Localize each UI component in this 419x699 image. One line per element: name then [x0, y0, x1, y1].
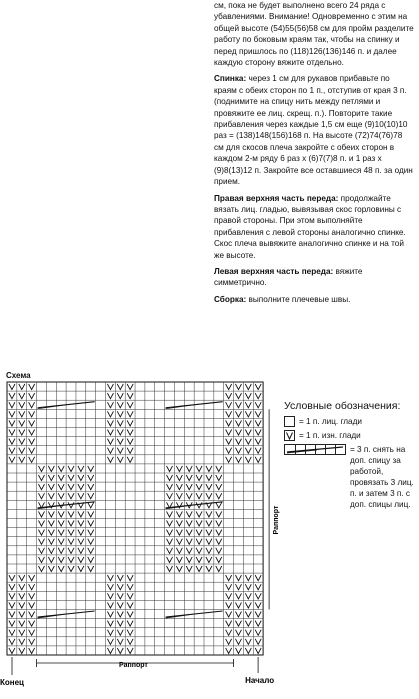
legend-item-purl: = 1 п. изн. глади	[284, 430, 418, 441]
spinka-title: Спинка:	[214, 74, 247, 84]
paragraph-assembly	[214, 294, 414, 305]
instructions-text	[214, 0, 414, 310]
chart-title: Схема	[6, 371, 31, 380]
empty-cell-icon	[284, 416, 295, 427]
left-front-title: Левая верхняя часть переда:	[214, 266, 334, 276]
rapport-right-label: Раппорт	[273, 505, 280, 535]
right-front-body: продолжайте вязать лиц. гладью, вывязывая скос горловины с правой стороны. При этом выполняйте прибавления с левой стороны аналогично спинке. Скос плеча вывяжите аналогично спинке и на той же высоте.	[214, 193, 406, 260]
cable-6-icon	[284, 444, 346, 455]
assembly-title: Сборка:	[214, 294, 247, 304]
legend-item-knit: = 1 п. лиц. глади	[284, 416, 418, 427]
paragraph-left-front	[214, 266, 414, 289]
legend	[284, 401, 418, 510]
end-label: Конец	[0, 678, 24, 687]
left-front-body: вяжите симметрично.	[214, 266, 363, 288]
paragraph-intro: см, пока не будет выполнено всего 24 ряда с убавлениями. Внимание! Одновременно с этим на общей высоте (54)55(56)58 см для пройм разделите работу по боковым краям так, чтобы на спинку и перед пришлось по (118)126(136)146 п. и далее каждую сторону вяжите отдельно.	[214, 1, 414, 68]
right-front-title: Правая верхняя часть переда:	[214, 193, 339, 203]
rapport-bottom-label: Раппорт	[119, 662, 148, 669]
spinka-body: через 1 см для рукавов прибавьте по краям с обеих сторон по 1 п., отступив от края 3 п. (поднимите на спицу нить между петлями и провяжите ее лиц. скрещ. п.). Повторите такие прибавления через каждые 1,5 см еще (9)10(10)10 раз = (138)148(156)168 п. На высоте (72)74(76)78 см для скосов плеча закройте с обеих сторон в каждом 2-м ряду 6 раз х (6)7(7)8 п. и 1 раз х (9)8(13)12 п. Закройте все оставшиеся 48 п. за один прием.	[214, 74, 413, 187]
paragraph-spinka	[214, 73, 414, 187]
legend-title: Условные обозначения:	[284, 400, 401, 412]
v-cell-icon	[284, 430, 295, 441]
assembly-body: выполните плечевые швы.	[246, 294, 351, 304]
legend-cable-desc: = 3 п. снять на доп. спицу за работой, провязать 3 лиц. п. и затем 3 п. с доп. спицы лиц.	[350, 445, 414, 509]
paragraph-right-front	[214, 193, 414, 261]
start-label: Начало	[245, 676, 275, 685]
knitting-chart	[0, 369, 280, 699]
